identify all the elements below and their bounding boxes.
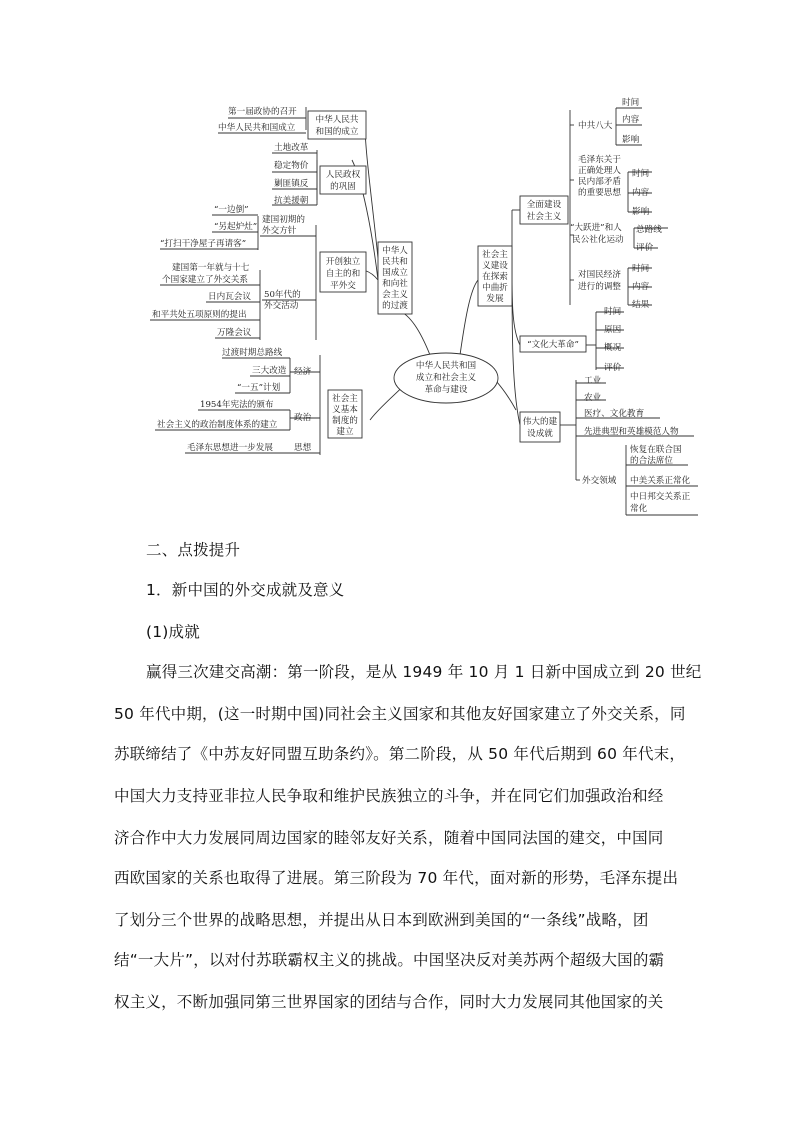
leaf-geneva: 日内瓦会议 [208, 292, 251, 302]
leaf-mao-content: 内容 [632, 188, 650, 198]
leaf-leap-general-line: 总路线 [636, 225, 662, 235]
paragraph-line: 赢得三次建交高潮：第一阶段，是从 1949 年 10 月 1 日新中国成立到 20 世纪 [146, 663, 702, 681]
node-diplomacy: 外交领域 [582, 476, 617, 486]
node-consolidation [320, 166, 366, 194]
node-50s-activities-l2: 外交活动 [264, 301, 299, 311]
leaf-lean-one-side: “一边倒” [214, 205, 249, 215]
svg-text:会主义: 会主义 [382, 290, 408, 300]
svg-text:中曲折: 中曲折 [482, 283, 508, 293]
leaf-17-countries-l2: 个国家建立了外交关系 [162, 275, 248, 285]
leaf-leap-evaluation: 评价 [636, 243, 654, 253]
node-prc-founding [308, 111, 366, 139]
paragraph-line: 权主义，不断加强同第三世界国家的团结与合作，同时大力发展同其他国家的关 [114, 993, 664, 1011]
label-politics: 政治 [294, 413, 312, 423]
leaf-five-principles: 和平共处五项原则的提出 [152, 310, 247, 320]
svg-text:开创独立: 开创独立 [325, 257, 361, 267]
svg-text:的巩固: 的巩固 [330, 182, 356, 192]
paragraph-line: 中国大力支持亚非拉人民争取和维护民族独立的斗争，并在同它们加强政治和经 [114, 787, 664, 805]
leaf-cpc8-impact: 影响 [622, 135, 640, 145]
node-socialist-construction [478, 246, 512, 306]
svg-text:社会主: 社会主 [482, 250, 508, 260]
svg-text:义建设: 义建设 [482, 261, 508, 271]
leaf-17-countries-l1: 建国第一年就与十七 [172, 263, 250, 273]
leaf-general-line: 过渡时期总路线 [222, 348, 283, 358]
node-early-policy-l1: 建国初期的 [262, 215, 305, 225]
svg-text:民共和: 民共和 [382, 257, 408, 267]
leaf-cppcc: 第一届政协的召开 [228, 107, 297, 117]
svg-text:建立: 建立 [336, 427, 354, 437]
svg-text:国成立: 国成立 [382, 268, 408, 278]
node-leap-l1: “大跃进”和人 [570, 223, 622, 233]
node-mao-l1: 毛泽东关于 [578, 155, 621, 165]
node-achievements [520, 412, 560, 442]
svg-text:义基本: 义基本 [332, 405, 358, 415]
node-50s-activities-l1: 50年代的 [264, 290, 301, 300]
label-thought: 思想 [294, 443, 312, 453]
paragraph-line: 结“一大片”，以对付苏联霸权主义的挑战。中国坚决反对美苏两个超级大国的霸 [114, 951, 665, 969]
center-line-3: 革命与建设 [424, 385, 468, 395]
leaf-japan-relations-l1: 中日邦交关系正 [630, 492, 691, 502]
svg-text:和国的成立: 和国的成立 [315, 127, 359, 137]
leaf-mao-thought: 毛泽东思想进一步发展 [187, 443, 273, 453]
leaf-prc-founded: 中华人民共和国成立 [218, 123, 296, 133]
node-independent-diplomacy [320, 252, 366, 292]
leaf-mao-time: 时间 [632, 169, 650, 179]
leaf-us-relations: 中美关系正常化 [630, 476, 691, 486]
leaf-mao-impact: 影响 [632, 207, 650, 217]
heading-achievements: (1)成就 [146, 623, 200, 641]
leaf-suppress-bandits: 剿匪镇反 [274, 179, 309, 189]
heading-diplomacy: 1．新中国的外交成就及意义 [146, 581, 345, 599]
leaf-cpc8-time: 时间 [622, 98, 640, 108]
node-early-policy-l2: 外交方针 [262, 226, 297, 236]
label-economy: 经济 [294, 367, 312, 377]
leaf-stabilize-prices: 稳定物价 [274, 161, 309, 171]
center-line-2: 成立和社会主义 [415, 373, 477, 383]
paragraph-line: 了划分三个世界的战略思想，并提出从日本到欧洲到美国的“一条线”战略，团 [114, 911, 649, 929]
svg-text:自主的和: 自主的和 [325, 269, 361, 279]
node-full-construction [520, 196, 568, 224]
leaf-medical-education: 医疗、文化教育 [584, 409, 645, 419]
leaf-adjust-result: 结果 [632, 300, 650, 310]
paragraph-line: 济合作中大力发展同周边国家的睦邻友好关系，随着中国同法国的建交，中国同 [114, 829, 664, 847]
svg-text:伟大的建: 伟大的建 [522, 417, 558, 427]
node-mao-l4: 的重要思想 [578, 188, 621, 198]
leaf-adjust-content: 内容 [632, 282, 650, 292]
leaf-korean-war: 抗美援朝 [274, 196, 309, 206]
center-node [394, 353, 498, 403]
leaf-1954-constitution: 1954年宪法的颁布 [200, 400, 274, 410]
leaf-model-heroes: 先进典型和英雄模范人物 [584, 427, 679, 437]
svg-text:的过渡: 的过渡 [382, 301, 408, 311]
section-title: 二、点拨提升 [146, 541, 241, 559]
svg-text:和向社: 和向社 [382, 279, 408, 289]
leaf-culture-overview: 概况 [604, 343, 622, 353]
leaf-un-seat-l2: 的合法席位 [630, 456, 673, 466]
svg-text:社会主: 社会主 [332, 394, 358, 404]
svg-text:在探索: 在探索 [482, 272, 508, 282]
leaf-un-seat-l1: 恢复在联合国 [630, 445, 682, 455]
leaf-land-reform: 土地改革 [274, 143, 309, 153]
node-mao-l2: 正确处理人 [578, 166, 621, 176]
svg-text:全面建设: 全面建设 [526, 200, 562, 210]
leaf-agriculture: 农业 [584, 393, 602, 403]
leaf-industry: 工业 [584, 376, 602, 386]
svg-text:社会主义: 社会主义 [526, 212, 562, 222]
node-adjust-l1: 对国民经济 [578, 270, 621, 280]
svg-text:设成就: 设成就 [527, 429, 553, 439]
leaf-culture-cause: 原因 [604, 325, 622, 335]
leaf-three-transformations: 三大改造 [252, 366, 287, 376]
node-mao-l3: 民内部矛盾 [578, 177, 621, 187]
svg-text:中华人民共: 中华人民共 [315, 115, 359, 125]
svg-text:人民政权: 人民政权 [325, 170, 361, 180]
leaf-clean-house: “打扫干净屋子再请客” [160, 239, 247, 249]
svg-text:中华人: 中华人 [382, 246, 408, 256]
leaf-cpc8-content: 内容 [622, 115, 640, 125]
paragraph-line: 苏联缔结了《中苏友好同盟互助条约》。第二阶段，从 50 年代后期到 60 年代末， [114, 745, 686, 763]
leaf-new-stove: “另起炉灶” [214, 222, 258, 232]
mindmap-diagram [0, 0, 794, 525]
leaf-japan-relations-l2: 常化 [630, 504, 648, 514]
leaf-culture-evaluation: 评价 [604, 363, 622, 373]
leaf-culture-time: 时间 [604, 307, 622, 317]
paragraph-line: 50 年代中期，(这一时期中国)同社会主义国家和其他友好国家建立了外交关系，同 [114, 705, 686, 723]
paragraph-line: 西欧国家的关系也取得了进展。第三阶段为 70 年代，面对新的形势，毛泽东提出 [114, 869, 679, 887]
leaf-five-year-plan: “一五”计划 [237, 383, 281, 393]
node-socialist-system [328, 390, 362, 438]
node-cultural-revolution [520, 336, 586, 352]
svg-text:平外交: 平外交 [330, 281, 356, 291]
svg-text:制度的: 制度的 [332, 416, 358, 426]
node-transition [378, 242, 412, 314]
svg-text:“文化大革命”: “文化大革命” [527, 340, 579, 350]
leaf-bandung: 万隆会议 [217, 328, 252, 338]
node-cpc8: 中共八大 [578, 121, 613, 131]
svg-text:发展: 发展 [486, 294, 504, 304]
node-leap-l2: 民公社化运动 [572, 235, 624, 245]
leaf-political-system: 社会主义的政治制度体系的建立 [157, 420, 278, 430]
leaf-adjust-time: 时间 [632, 264, 650, 274]
node-adjust-l2: 进行的调整 [578, 282, 621, 292]
center-line-1: 中华人民共和国 [415, 361, 477, 371]
